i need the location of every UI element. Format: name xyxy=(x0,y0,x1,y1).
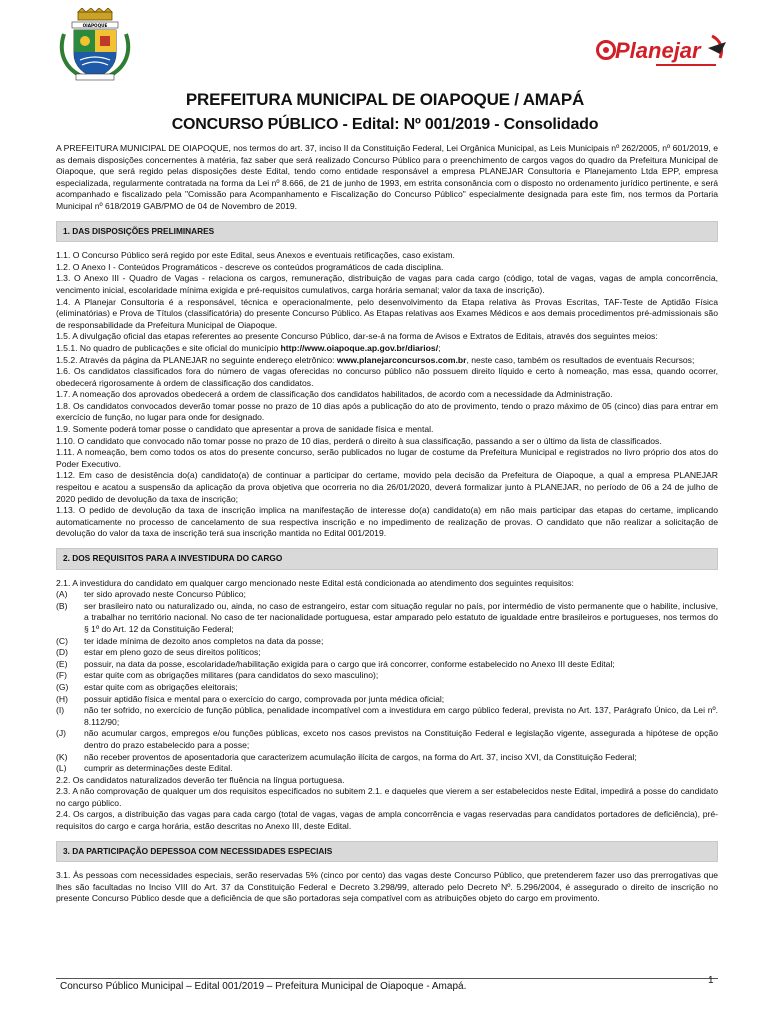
list-item xyxy=(56,728,718,751)
list-item xyxy=(56,636,718,648)
section-heading-3: 3. DA PARTICIPAÇÃO DEPESSOA COM NECESSIDADES ESPECIAIS xyxy=(56,841,718,863)
list-item-letter: (E) xyxy=(56,658,68,669)
paragraph-1-5-1-end: ; xyxy=(438,342,441,353)
list-item xyxy=(56,601,718,636)
footer-divider xyxy=(56,978,718,979)
planejar-logo xyxy=(596,28,736,76)
list-item xyxy=(56,705,718,728)
list-item-text: estar quite com as obrigações militares (para candidatos do sexo masculino); xyxy=(84,670,379,681)
planejar-url-link[interactable]: www.planejarconcursos.com.br xyxy=(336,354,467,365)
list-item-letter: (B) xyxy=(56,600,68,611)
paragraph-1-1: 1.1. O Concurso Público será regido por este Edital, seus Anexos e eventuais retificações, caso existam. xyxy=(56,250,455,261)
paragraph-1-5-2 xyxy=(56,355,718,367)
paragraph-1-4: 1.4. A Planejar Consultoria é a responsável, técnica e operacionalmente, pelo desenvolvimento da Etapa relativa às Provas Escritas, TAF-Teste de Aptidão Física (eliminatórias) e Prova de Títulos (classificatória) do presente Concurso Público. As Etapas relativas aos Exames Médicos e aos demais procedimentos pré-admissionais são de responsabilidade da Prefeitura Municipal de Oiapoque. xyxy=(56,296,718,330)
list-item-letter: (L) xyxy=(56,763,67,774)
paragraph-1-2: 1.2. O Anexo I - Conteúdos Programáticos - descreve os conteúdos programáticos de cada disciplina. xyxy=(56,261,444,272)
list-item xyxy=(56,647,718,659)
list-item-text: não ter sofrido, no exercício de função pública, penalidade incompatível com a investidura em cargo público federal, prevista no Art. 137, Parágrafo Único, da Lei nº. 8.112/90; xyxy=(84,705,718,727)
list-item xyxy=(56,694,718,706)
paragraph-1-10: 1.10. O candidato que convocado não tomar posse no prazo de 10 dias, perderá o direito à sua classificação, passando a ser o último da lista de classificados. xyxy=(56,435,662,446)
paragraph-2-2: 2.2. Os candidatos naturalizados deverão ter fluência na língua portuguesa. xyxy=(56,774,345,785)
paragraph-2-3: 2.3. A não comprovação de qualquer um dos requisitos especificados no subitem 2.1. e daqueles que vierem a ser estabelecidos neste Edital, impedirá a posse do candidato no cargo público. xyxy=(56,786,718,808)
paragraph-1-5-1 xyxy=(56,343,718,355)
paragraph-1-8: 1.8. Os candidatos convocados deverão tomar posse no prazo de 10 dias após a publicação do ato de provimento, tendo o prazo máximo de 05 (cinco) dias para entrar em exercício de função, no lugar para onde for designado. xyxy=(56,400,718,423)
municipal-crest-icon xyxy=(56,8,134,82)
document-title: PREFEITURA MUNICIPAL DE OIAPOQUE / AMAPÁ xyxy=(185,90,585,109)
paragraph-3-1: 3.1. Às pessoas com necessidades especiais, serão reservadas 5% (cinco por cento) das vagas deste Concurso Público, que pretenderem fazer uso das prerrogativas que lhes são facultadas no Inciso VIII do Art. 37 da Constituição Federal e Decreto 3.298/99, alterado pelo Decreto Nº. 5.296/2004, é assegurado o direito de inscrição no presente Concurso Público desde que a deficiência de que são portadoras seja compatível com as atribuições objeto do cargo em provimento. xyxy=(56,870,718,904)
list-item-text: não receber proventos de aposentadoria que caracterizem acumulação ilícita de cargos, na forma do Art. 37, inciso XVI, da Constituição Federal; xyxy=(84,751,637,762)
list-item-letter: (C) xyxy=(56,635,68,646)
list-item-letter: (J) xyxy=(56,728,67,739)
list-item xyxy=(56,659,718,671)
list-item xyxy=(56,589,718,601)
list-item xyxy=(56,752,718,764)
list-item-text: possuir, na data da posse, escolaridade/habilitação exigida para o cargo que irá concorrer, conforme estabelecido no Anexo III deste Edital; xyxy=(84,658,615,669)
list-item-letter: (F) xyxy=(56,670,67,681)
paragraph-1-6: 1.6. Os candidatos classificados fora do número de vagas oferecidas no concurso público não possuem direito líquido e certo à nomeação, mas essa, quando ocorrer, obedecerá rigorosamente à ordem de classificação dos candidatos. xyxy=(56,366,718,388)
paragraph-1-3: 1.3. O Anexo III - Quadro de Vagas - relaciona os cargos, remuneração, distribuição de vagas para cada cargo (código, total de vagas, vagas de ampla concorrência, vencimento inicial, escolaridade mínima exigida e pré-requisitos cumulativos, carga horária semanal; valor da taxa de inscrição). xyxy=(56,273,718,295)
footer-text: Concurso Público Municipal – Edital 001/2019 – Prefeitura Municipal de Oiapoque - Amapá. xyxy=(60,981,467,992)
list-item-letter: (H) xyxy=(56,693,68,704)
list-item-text: estar em pleno gozo de seus direitos políticos; xyxy=(84,647,261,658)
intro-paragraph: A PREFEITURA MUNICIPAL DE OIAPOQUE, nos termos do art. 37, inciso II da Constituição Federal, Lei Orgânica Municipal, as Leis Municipais nº 262/2005, nº 601/2019, e as demais disposições concernentes à matéria, faz saber que será realizado Concurso Público para o preenchimento de cargos vagos do quadro da Prefeitura Municipal de Oiapoque, que será regido pelas disposições deste Edital, tendo como entidade responsável a empresa PLANEJAR Consultoria e Planejamento Ltda EPP, empresa especializada, regularmente contratada na forma da Lei nº 8.666, de 21 de junho de 1993, em estrita consonância com o disposto no ordenamento jurídico pertinente, e será acompanhado e fiscalizado pela "Comissão para Acompanhamento e Fiscalização do Concurso Público" especialmente designada para este fim, nos termos da Portaria Municipal nº 618/2019 GAB/PMO de 04 de Novembro de 2019. xyxy=(56,143,718,211)
requirements-list xyxy=(56,589,718,775)
paragraph-1-9: 1.9. Somente poderá tomar posse o candidato que apresentar a prova de sanidade física e mental. xyxy=(56,424,434,435)
paragraph-1-12: 1.12. Em caso de desistência do(a) candidato(a) de continuar a participar do certame, movido pela decisão da Prefeitura de Oiapoque, a qual a empresa PLANEJAR respeitou e acatou a suspensão da aplicação da prova objetiva que ocorreria no dia 26/01/2020, deverá formalizar junto à PLANEJAR, no período de 06 a 24 de julho de 2020 pedido de devolução da taxa de inscrição; xyxy=(56,470,718,504)
section-heading-2: 2. DOS REQUISITOS PARA A INVESTIDURA DO CARGO xyxy=(56,548,718,570)
list-item-letter: (I) xyxy=(56,705,65,716)
list-item-text: não acumular cargos, empregos e/ou funções públicas, exceto nos casos previstos na Constituição Federal e legislação vigente, assegurada a hipótese de opção dentro do prazo estabelecido para a posse; xyxy=(84,728,718,750)
planejar-logo-text: Planejar xyxy=(615,38,701,63)
list-item-text: cumprir as determinações deste Edital. xyxy=(84,763,233,774)
paragraph-1-5-2-end: , neste caso, também os resultados de eventuais Recursos; xyxy=(466,354,695,365)
list-item-text: ser brasileiro nato ou naturalizado ou, ainda, no caso de estrangeiro, estar com situação regular no país, por intermédio de visto permanente que o habilite, inclusive, a trabalhar no território nacional. No caso de ter nacionalidade portuguesa, estar amparado pelo estatuto de igualdade entre brasileiros e portugueses, nos termos do § 1º do Art. 12 da Constituição Federal; xyxy=(84,600,718,634)
list-item xyxy=(56,670,718,682)
paragraph-1-5: 1.5. A divulgação oficial das etapas referentes ao presente Concurso Público, dar-se-á na forma de Avisos e Extratos de Editais, através dos seguintes meios: xyxy=(56,331,658,342)
paragraph-1-13: 1.13. O pedido de devolução da taxa de inscrição implica na manifestação de interesse do(a) candidato(a) em não mais participar das etapas do certame, implicando automaticamente no processo de cancelamento de sua respectiva inscrição e no impedimento de realização de provas. O candidato que não realizar a solicitação de devolução do valor da taxa de inscrição terá sua inscrição mantida no Edital 001/2019. xyxy=(56,505,718,539)
section-heading-1: 1. DAS DISPOSIÇÕES PRELIMINARES xyxy=(56,221,718,243)
paragraph-1-5-2-text: 1.5.2. Através da página da PLANEJAR no seguinte endereço eletrônico: xyxy=(56,354,337,365)
list-item-text: ter idade mínima de dezoito anos completos na data da posse; xyxy=(84,635,324,646)
paragraph-1-11: 1.11. A nomeação, bem como todos os atos do presente concurso, serão publicados no lugar de costume da Prefeitura Municipal e registrados no livro próprio dos atos do Poder Executivo. xyxy=(56,447,718,469)
list-item-text: possuir aptidão física e mental para o exercício do cargo, comprovada por junta médica oficial; xyxy=(84,693,445,704)
oiapoque-url-link[interactable]: http://www.oiapoque.ap.gov.br/diarios/ xyxy=(280,342,439,353)
list-item-letter: (D) xyxy=(56,647,68,658)
document-body xyxy=(56,143,718,905)
paragraph-2-1: 2.1. A investidura do candidato em qualquer cargo mencionado neste Edital está condicionada ao atendimento dos seguintes requisitos: xyxy=(56,577,574,588)
list-item-text: estar quite com as obrigações eleitorais; xyxy=(84,681,238,692)
paragraph-1-5-1-text: 1.5.1. No quadro de publicações e site oficial do município xyxy=(56,342,281,353)
paragraph-2-4: 2.4. Os cargos, a distribuição das vagas para cada cargo (total de vagas, vagas de ampla concorrência e vagas reservadas para candidatos portadores de deficiência), pré-requisitos do cargo e carga horária, estão descritas no Anexo III, deste Edital. xyxy=(56,809,718,832)
header xyxy=(0,0,770,86)
document-subtitle: CONCURSO PÚBLICO - Edital: Nº 001/2019 - Consolidado xyxy=(171,116,599,133)
list-item-letter: (A) xyxy=(56,589,68,600)
page-number: 1 xyxy=(708,975,714,986)
list-item xyxy=(56,682,718,694)
list-item-letter: (K) xyxy=(56,751,68,762)
list-item-text: ter sido aprovado neste Concurso Público; xyxy=(84,589,246,600)
crest-banner-text: OIAPOQUE xyxy=(82,23,108,28)
paragraph-1-7: 1.7. A nomeação dos aprovados obedecerá a ordem de classificação dos candidatos habilitados, de acordo com a necessidade da Administração. xyxy=(56,389,613,400)
list-item-letter: (G) xyxy=(56,681,69,692)
list-item xyxy=(56,763,718,775)
